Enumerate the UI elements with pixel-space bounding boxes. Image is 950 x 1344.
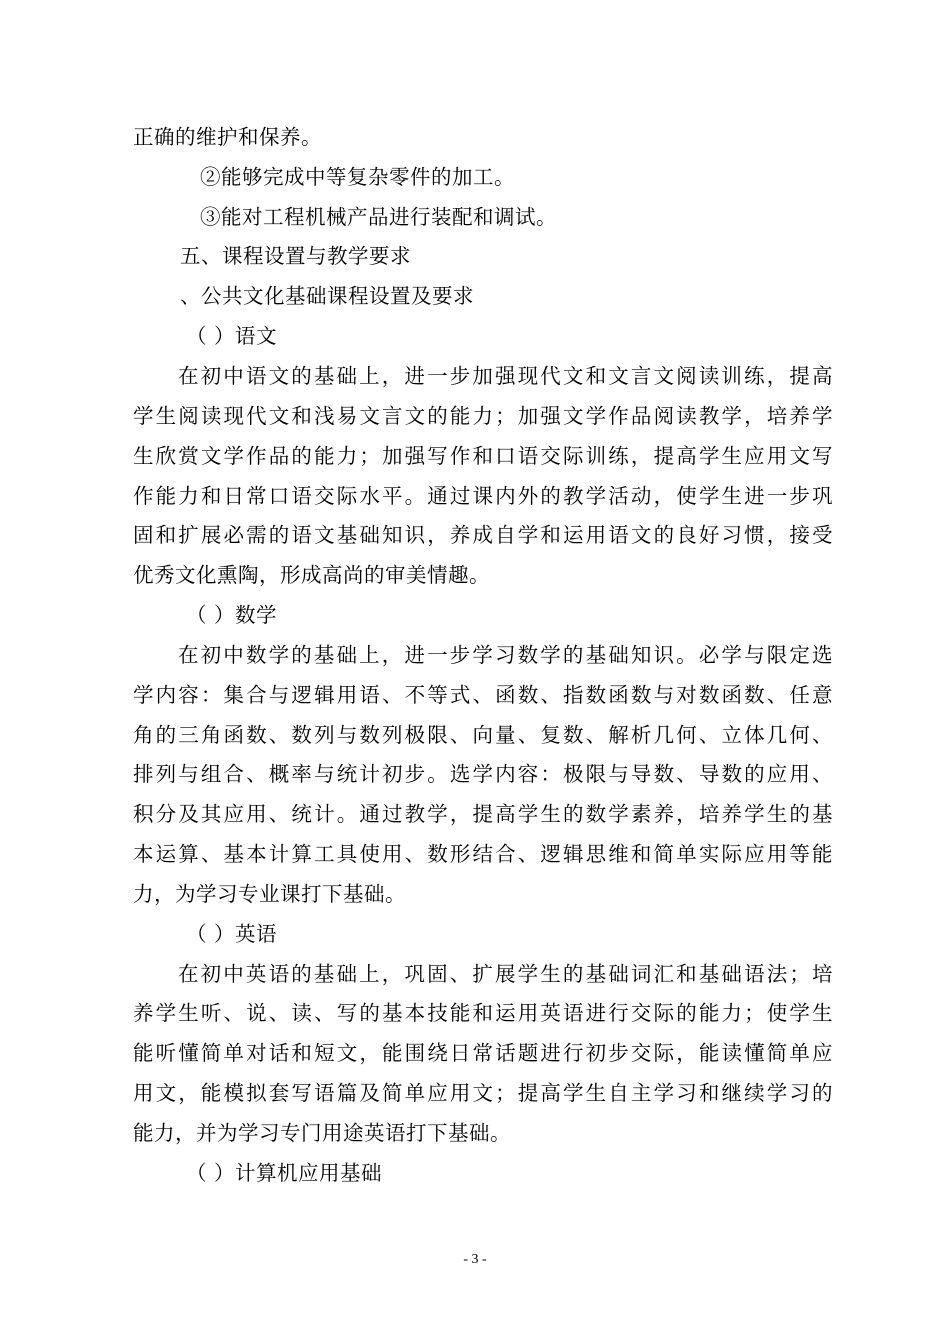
section-heading-5: 五、课程设置与教学要求 [180, 244, 411, 268]
text-line-1: 正确的维护和保养。 [133, 125, 322, 149]
course-heading-math: （ ）数学 [186, 603, 278, 627]
list-item-2: ②能够完成中等复杂零件的加工。 [200, 165, 515, 189]
paragraph-line: 能力，并为学习专门用途英语打下基础。 [133, 1121, 511, 1145]
paragraph-line: 本运算、基本计算工具使用、数形结合、逻辑思维和简单实际应用等能 [133, 842, 833, 866]
paragraph-line: 在初中语文的基础上，进一步加强现代文和文言文阅读训练，提高 [178, 364, 833, 388]
subsection-heading-public-courses: 、公共文化基础课程设置及要求 [180, 284, 474, 308]
paragraph-line: 在初中数学的基础上，进一步学习数学的基础知识。必学与限定选 [178, 643, 833, 667]
paragraph-line: 角的三角函数、数列与数列极限、向量、复数、解析几何、立体几何、 [133, 723, 833, 747]
course-heading-computer: （ ）计算机应用基础 [186, 1161, 383, 1185]
paragraph-line: 在初中英语的基础上，巩固、扩展学生的基础词汇和基础语法；培 [178, 962, 833, 986]
list-item-3: ③能对工程机械产品进行装配和调试。 [200, 205, 557, 229]
paragraph-line: 生欣赏文学作品的能力；加强写作和口语交际训练，提高学生应用文写 [133, 444, 833, 468]
paragraph-line: 积分及其应用、统计。通过教学，提高学生的数学素养，培养学生的基 [133, 802, 833, 826]
page-number: - 3 - [463, 1252, 487, 1267]
paragraph-line: 力，为学习专业课打下基础。 [133, 882, 406, 906]
paragraph-line: 作能力和日常口语交际水平。通过课内外的教学活动，使学生进一步巩 [133, 484, 833, 508]
course-heading-chinese: （ ）语文 [186, 324, 278, 348]
paragraph-line: 养学生听、说、读、写的基本技能和运用英语进行交际的能力；使学生 [133, 1001, 833, 1025]
course-heading-english: （ ）英语 [186, 922, 278, 946]
paragraph-line: 用文，能模拟套写语篇及简单应用文；提高学生自主学习和继续学习的 [133, 1081, 833, 1105]
paragraph-line: 优秀文化熏陶，形成高尚的审美情趣。 [133, 563, 490, 587]
paragraph-line: 学内容：集合与逻辑用语、不等式、函数、指数函数与对数函数、任意 [133, 683, 833, 707]
paragraph-line: 固和扩展必需的语文基础知识，养成自学和运用语文的良好习惯，接受 [133, 523, 833, 547]
paragraph-line: 学生阅读现代文和浅易文言文的能力；加强文学作品阅读教学，培养学 [133, 404, 833, 428]
paragraph-line: 排列与组合、概率与统计初步。选学内容：极限与导数、导数的应用、 [133, 762, 833, 786]
paragraph-line: 能听懂简单对话和短文，能围绕日常话题进行初步交际，能读懂简单应 [133, 1041, 833, 1065]
